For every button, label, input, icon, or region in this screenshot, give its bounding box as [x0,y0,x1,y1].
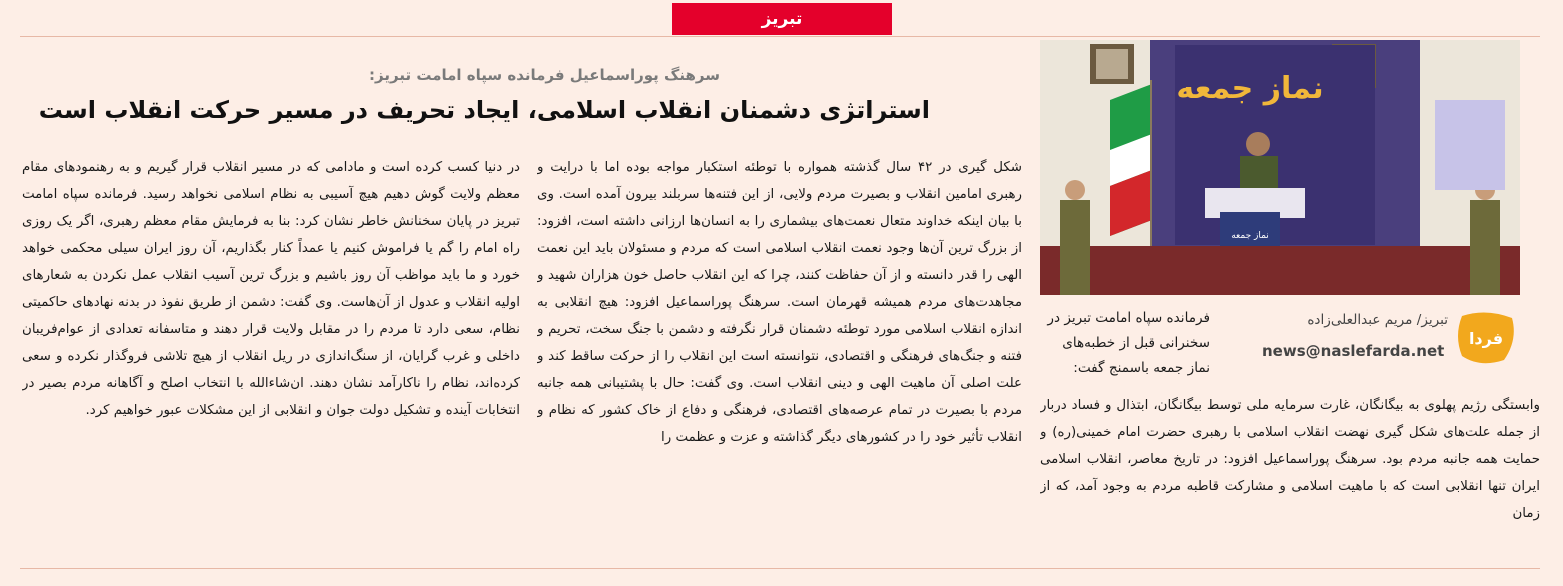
naslefarda-logo-icon [1454,308,1518,366]
photo-lectern-text: نماز جمعه [1231,231,1269,241]
article-photo [1040,40,1520,295]
article-column-right [1040,392,1540,552]
column-middle-text: شکل گیری در ۴۲ سال گذشته همواره با توطئه استکبار مواجه بوده اما با درایت و رهبری امامین انقلاب و بصیرت مردم ولایی، از این فتنه‌ها سربلند بیرون آمده است. وی با بیان اینکه خداوند متعال نعمت‌های بیشماری را به انسان‌ها ارزانی داشته است، افزود: از بزرگ ترین آن‌ها وجود نعمت انقلاب اسلامی است که مردم و مسئولان باید این نعمت الهی را قدر دانسته و از آن حفاظت کنند، چرا که این انقلاب حاصل خون هزاران شهید و مجاهدت‌های مردم همیشه قهرمان است. سرهنگ پوراسماعیل افزود: هیچ انقلابی به اندازه انقلاب اسلامی مورد توطئه دشمنان قرار نگرفته و دشمن با جنگ سخت، تحریم و فتنه و جنگ‌های فرهنگی و اقتصادی، نتوانسته است این انقلاب را از حرکت ساقط کند و علت اصلی آن ماهیت الهی و دینی انقلاب است. وی گفت: حال با پشتیبانی همه جانبه مردم با بصیرت در تمام عرصه‌های اقتصادی، فرهنگی و دفاع از خاک کشور که نظام و انقلاب تأثیر خود را در کشورهای دیگر گذاشته و عزت و عظمت را [537,160,1022,445]
bottom-divider [20,568,1540,569]
photo-banner-text: نماز جمعه [1176,71,1324,106]
author-email: news@naslefarda.net [1262,342,1445,360]
section-tag: تبریز [672,3,892,35]
article-headline: استراتژی دشمنان انقلاب اسلامی، ایجاد تحریف در مسیر حرکت انقلاب است [38,96,930,124]
article-column-middle [537,154,1022,554]
article-column-left [22,154,520,554]
logo-text: فردا [1468,329,1504,348]
byline: تبریز/ مریم عبدالعلی‌زاده [1307,312,1448,328]
friday-prayer-photo [1040,40,1520,295]
top-divider [20,36,1540,37]
column-left-text: در دنیا کسب کرده است و مادامی که در مسیر انقلاب قرار گیریم و به رهنمودهای مقام معظم ولایت گوش دهیم هیچ آسیبی به نظام اسلامی نخواهد رسید. فرمانده سپاه امامت تبریز در پایان سخنانش خاطر نشان کرد: بنا به فرمایش مقام معظم رهبری، اگر یک روزی راه امام را گم یا فراموش کنیم یا عمداً کنار بگذاریم، آن روز ایران سیلی محکمی خواهد خورد و ما باید مواظب آن روز باشیم و بزرگ ترین آسیب انقلاب عمل نکردن به شعارهای اولیه انقلاب و عدول از آن‌هاست. وی گفت: دشمن از طریق نفوذ در بدنه نهادهای حاکمیتی نظام، سعی دارد تا مردم را در مقابل ولایت قرار دهند و متاسفانه تعدادی از عوام‌فریبان داخلی و غرب گرایان، از سنگ‌اندازی در ریل انقلاب از هیچ تلاشی فروگذار نکرده و سعی کرده‌اند، نظام را ناکارآمد نشان دهند. ان‌شاءالله با انتخاب اصلح و آگاهانه مردم بصیر در انتخابات آینده و تشکیل دولت جوان و انقلابی از این مشکلات عبور خواهیم کرد. [22,160,520,418]
column-right-text: وابستگی رژیم پهلوی به بیگانگان، غارت سرمایه ملی توسط بیگانگان، ابتذال و فساد دربار از جمله علت‌های شکل گیری نهضت انقلاب اسلامی با رهبری حضرت امام خمینی(ره) و حمایت همه جانبه مردم بود. سرهنگ پوراسماعیل افزود: در تاریخ معاصر، انقلاب اسلامی ایران تنها انقلابی است که با ماهیت اسلامی و مشارکت قاطبه مردم به وجود آمد، که از زمان [1040,398,1540,521]
article-kicker: سرهنگ پوراسماعیل فرمانده سپاه امامت تبریز: [369,66,720,84]
photo-caption: فرمانده سپاه امامت تبریز در سخنرانی قبل از خطبه‌های نماز جمعه باسمنج گفت: [1047,310,1210,376]
